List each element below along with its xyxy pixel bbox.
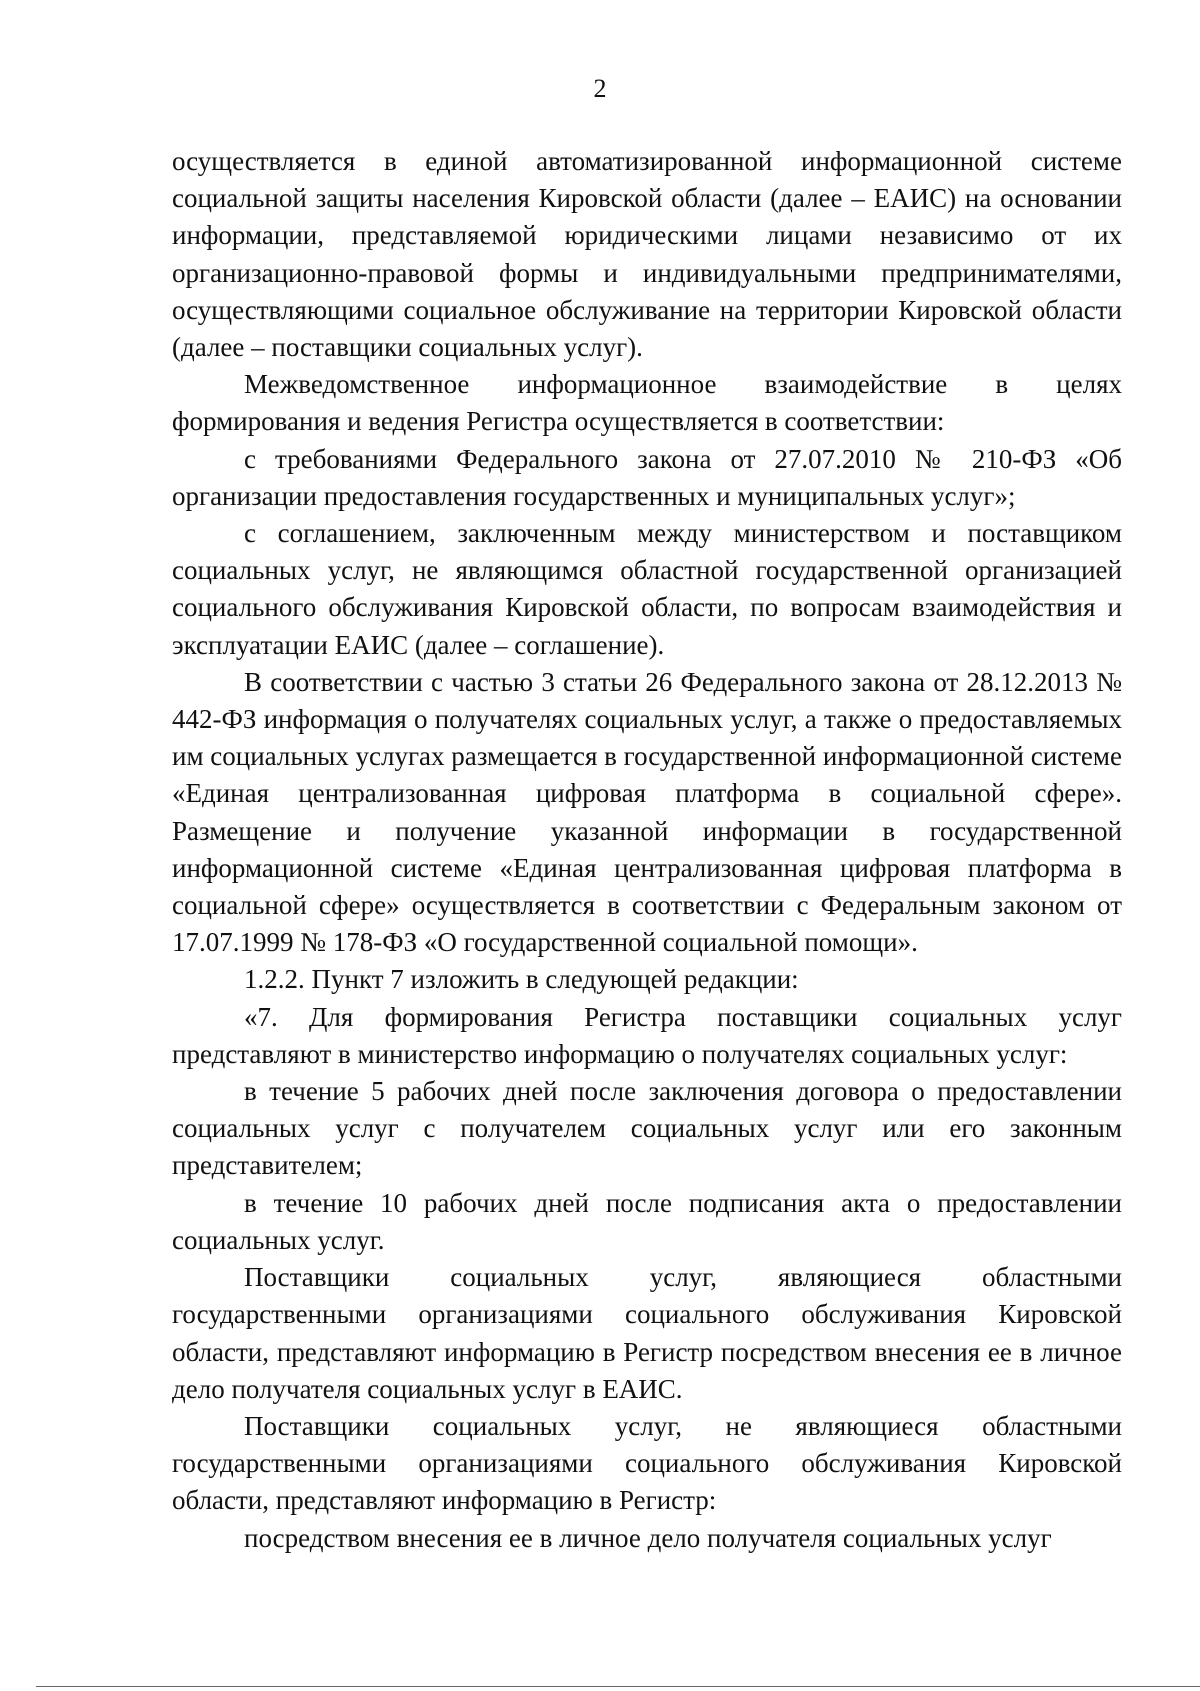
scan-edge-line [36,1686,1200,1687]
paragraph-point-7: «7. Для формирования Регистра поставщики социальных услуг представляют в министерство информацию о получателях социальных услуг: [172,1001,1122,1069]
paragraph-10-days: в течение 10 рабочих дней после подписания акта о предоставлении социальных услуг. [172,1187,1122,1255]
paragraph-regional-providers: Поставщики социальных услуг, являющиеся областными государственными организациями социального обслуживания Кировской области, представляют информацию в Регистр посредством внесения ее в личное дело получателя социальных услуг в ЕАИС. [172,1262,1122,1404]
page-number: 2 [593,74,607,103]
paragraph-5-days: в течение 5 рабочих дней после заключения договора о предоставлении социальных услуг с получателем социальных услуг или его законным представителем; [172,1076,1122,1181]
paragraph-continuation: осуществляется в единой автоматизированной информационной системе социальной защиты населения Кировской области (далее – ЕАИС) на основании информации, представляемой юридическими лицами независимо от их организационно-правовой формы и индивидуальными предпринимателями, осуществляющими социальное обслуживание на территории Кировской области (далее – поставщики социальных услуг). [172,146,1122,363]
paragraph-agreement: с соглашением, заключенным между министерством и поставщиком социальных услуг, не являющимся областной государственной организацией социального обслуживания Кировской области, по вопросам взаимодействия и эксплуатации ЕАИС (далее – соглашение). [172,518,1122,660]
paragraph-personal-file: посредством внесения ее в личное дело получателя социальных услуг [244,1522,1052,1553]
paragraph-interagency: Межведомственное информационное взаимодействие в целях формирования и ведения Регистра осуществляется в соответствии: [172,369,1122,437]
paragraph-federal-law-210: с требованиями Федерального закона от 27.07.2010 № 210-ФЗ «Об организации предоставления государственных и муниципальных услуг»; [172,443,1122,511]
paragraph-federal-law-442: В соответствии с частью 3 статьи 26 Федерального закона от 28.12.2013 № 442-ФЗ информация о получателях социальных услуг, а также о предоставляемых им социальных услугах размещается в государственной информационной системе «Единая централизованная цифровая платформа в социальной сфере». Размещение и получение указанной информации в государственной информационной системе «Единая централизованная цифровая платформа в социальной сфере» осуществляется в соответствии с Федеральным законом от 17.07.1999 № 178-ФЗ «О государственной социальной помощи». [172,666,1122,958]
document-body [172,143,1122,1557]
paragraph-non-regional-providers: Поставщики социальных услуг, не являющиеся областными государственными организациями социального обслуживания Кировской области, представляют информацию в Регистр: [172,1410,1122,1516]
paragraph-item-1-2-2: 1.2.2. Пункт 7 изложить в следующей редакции: [244,964,799,995]
